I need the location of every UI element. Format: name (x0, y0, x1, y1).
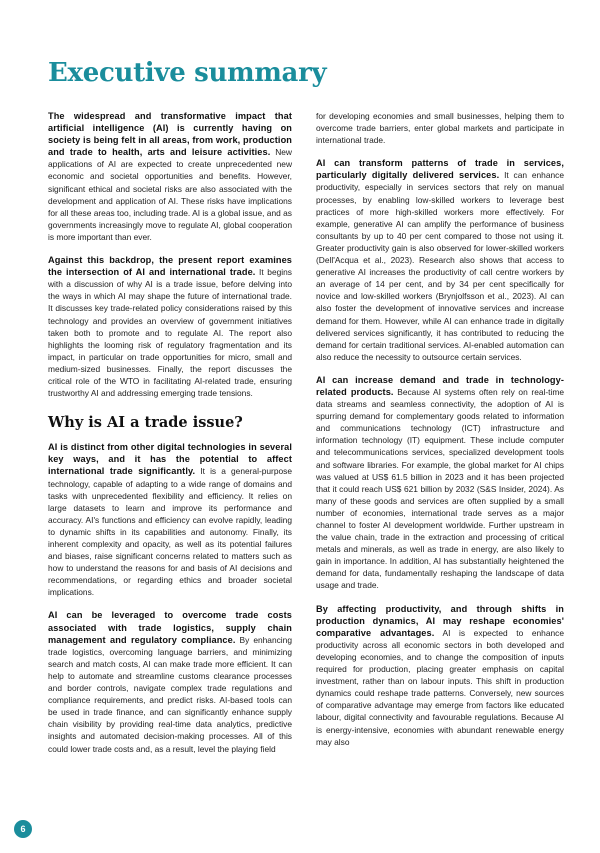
body-text: AI is expected to enhance productivity across all economic sectors in both developed and developing economies, and to change the composition of inputs required for production, placing greater emphasis on capital investment, rather than on labour inputs. This shift in production dynamics could reshape trade patterns. Conversely, new sources of comparative advantage may emerge from factors like educated labour, digital connectivity and favourable regulations. Because AI is energy-intensive, economies with abundant renewable energy may also (316, 627, 564, 747)
paragraph-technology-products (316, 374, 564, 592)
paragraph-trade-costs (48, 609, 292, 754)
lead-sentence: The widespread and transformative impact that artificial intelligence (AI) is currently having on society is being felt in all areas, from work, production and trade to health, arts and leisure activities. (48, 111, 292, 158)
paragraph-comparative-advantage (316, 603, 564, 748)
body-text: It can enhance productivity, especially in services sectors that rely on manual processes, by enabling low-skilled workers to leverage best practices of more high-skilled workers more effectively. For example, generative AI can amplify the performance of business consultants by up to 40 per cent compared to those not using it. Greater productivity gain is also observed for lower-skilled workers (Dell'Acqua et al., 2023). Research also shows that access to generative AI increases the productivity of call centre workers by an average of 14 per cent, and by 34 per cent specifically for novice and low-skilled workers (Brynjolfsson et al., 2023). AI can also foster the development of innovative services and increase demand for them. However, while AI can enhance trade in digitally delivered services significantly, it has contributed to reducing the demand for certain traditional services. AI-enabled automation can also reduce the necessity to outsource certain services. (316, 170, 564, 362)
page-number-badge: 6 (14, 820, 32, 838)
paragraph-continuation (316, 110, 564, 146)
body-text: By enhancing trade logistics, overcoming language barriers, and minimizing search and match costs, AI can make trade more efficient. It can help to automate and streamline customs clearance processes and border controls, navigate complex trade regulations and compliance requirements, and predict risks. AI-based tools can be used in trade finance, and can significantly enhance supply chain visibility by providing real-time data analytics, predictive insights and automated decision-making processes. All of this could lower trade costs and, as a result, level the playing field (48, 634, 292, 754)
lead-sentence: By affecting productivity, and through shifts in production dynamics, AI may reshape economies' comparative advantages. (316, 603, 564, 638)
body-text: New applications of AI are expected to create unprecedented new economic and societal opportunities and benefits. However, significant ethical and societal risks are also associated with the development and application of AI. These risks have implications for all these areas too, including trade. AI is a global issue, and as governments increasingly move to regulate AI, global cooperation is more important than ever. (48, 147, 292, 242)
right-column (316, 110, 564, 759)
page-title: Executive summary (48, 58, 327, 88)
paragraph-backdrop (48, 254, 292, 399)
section-heading: Why is AI a trade issue? (48, 414, 243, 432)
body-text: Because AI systems often rely on real-time data streams and seamless connectivity, the adoption of AI is spurring demand for complementary goods related to information and communications technology (ICT) infrastructure and information technology (IT) equipment. These include computer and telecommunications services, specialized development tools and software libraries. For example, the global market for AI chips was valued at US$ 61.5 billion in 2023 and it has been projected that it could reach US$ 621 billion by 2032 (S&S Insider, 2024). As many of these goods and services are often supplied by a small number of economies, international trade serves as a major channel to foster AI development worldwide. Further upstream in the value chain, trade in the extraction and processing of critical metals and minerals, as well as trade in energy, are also likely to gain in importance. In addition, AI has substantially heightened the demand for data, fundamentally reshaping the landscape of data usage and trade. (316, 386, 564, 591)
paragraph-intro (48, 110, 292, 243)
left-column (48, 110, 292, 766)
lead-sentence: AI can transform patterns of trade in services, particularly digitally delivered services. (316, 158, 564, 181)
lead-sentence: AI can be leveraged to overcome trade costs associated with trade logistics, supply chain management and regulatory compliance. (48, 610, 292, 645)
body-text: for developing economies and small businesses, helping them to overcome trade barriers, enter global markets and participate in international trade. (316, 111, 564, 146)
paragraph-ai-distinct (48, 441, 292, 598)
lead-sentence: AI is distinct from other digital technologies in several key ways, and it has the potential to affect international trade significantly. (48, 442, 292, 477)
lead-sentence: Against this backdrop, the present report examines the intersection of AI and international trade. (48, 255, 292, 278)
body-text: It is a general-purpose technology, capable of adapting to a wide range of domains and tasks with unprecedented flexibility and efficiency. It relies on large datasets to learn and improve its performance and accuracy. AI's functions and efficiency can evolve rapidly, leading to dynamic shifts in its capabilities and autonomy. Finally, its inherent complexity and opacity, as well as its potential failures and biases, raise significant concerns related to matters such as how to understand the reasons for and basis of AI decisions and recommendations, or regarding ethics and broader societal implications. (48, 466, 292, 598)
lead-sentence: AI can increase demand and trade in technology-related products. (316, 374, 564, 397)
body-text: It begins with a discussion of why AI is a trade issue, before delving into the ways in which AI may shape the future of international trade. It discusses key trade-related policy considerations raised by this technology and provides an overview of government initiatives taken both to promote and to regulate AI. The report also highlights the looming risk of regulatory fragmentation and its impact, in particular on trade opportunities for micro, small and medium-sized businesses. Finally, the report discusses the critical role of the WTO in facilitating AI-related trade, ensuring trustworthy AI and addressing emerging trade tensions. (48, 267, 292, 399)
paragraph-services (316, 157, 564, 363)
